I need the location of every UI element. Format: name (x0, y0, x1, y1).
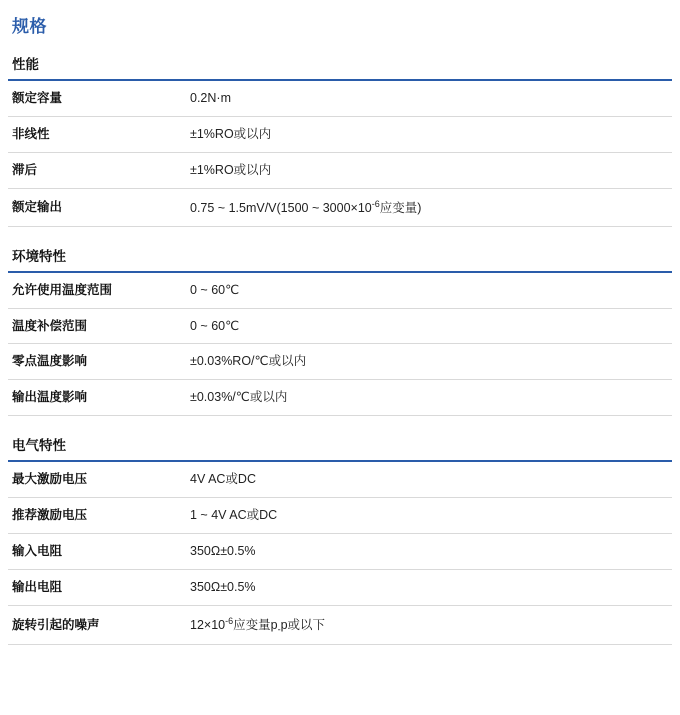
row-value-pre: 12×10 (190, 617, 226, 632)
section-title-environment: 环境特性 (12, 248, 66, 264)
table-row (8, 498, 672, 534)
table-row (8, 272, 672, 308)
table-row (8, 308, 672, 344)
section-electrical (8, 434, 672, 645)
page-title: 规格 (12, 17, 47, 36)
row-label: 非线性 (12, 126, 50, 141)
spec-table-environment (8, 271, 672, 417)
row-label: 温度补偿范围 (12, 318, 88, 333)
table-row (8, 569, 672, 605)
row-label: 滞后 (12, 162, 38, 177)
row-label: 旋转引起的噪声 (12, 617, 100, 632)
table-row (8, 188, 672, 226)
row-label: 输出温度影响 (12, 390, 88, 405)
row-label: 零点温度影响 (12, 354, 88, 369)
section-environment (8, 245, 672, 417)
row-value-exponent: -6 (225, 615, 234, 626)
row-value: ±1%RO或以内 (190, 126, 272, 141)
row-value-pre: 0.75 ~ 1.5mV/V(1500 ~ 3000×10 (190, 200, 372, 215)
table-row (8, 80, 672, 116)
row-value (186, 605, 672, 645)
row-value-post: 应变量) (379, 200, 422, 215)
row-value-exponent: -6 (371, 198, 380, 209)
table-row (8, 152, 672, 188)
specification-page (0, 12, 680, 715)
table-row (8, 461, 672, 497)
row-value: 350Ω±0.5% (190, 579, 256, 594)
row-label: 输出电阻 (12, 579, 63, 594)
row-label: 最大激励电压 (12, 472, 88, 487)
section-performance (8, 53, 672, 227)
row-label: 额定输出 (12, 199, 63, 214)
table-row (8, 380, 672, 416)
row-label: 推荐激励电压 (12, 508, 88, 523)
row-label: 输入电阻 (12, 543, 63, 558)
row-value: 1 ~ 4V AC或DC (190, 508, 278, 523)
row-value: ±0.03%/℃或以内 (190, 390, 288, 405)
page-edge-strip (0, 12, 4, 715)
row-value: ±1%RO或以内 (190, 162, 272, 177)
row-value-post: 应变量$p_-p$或以下 (233, 617, 326, 635)
spec-table-electrical (8, 460, 672, 645)
row-value: ±0.03%RO/℃或以内 (190, 354, 307, 369)
table-row (8, 116, 672, 152)
spec-table-performance (8, 79, 672, 227)
section-title-electrical: 电气特性 (12, 438, 66, 454)
row-value-subscript: - (277, 624, 281, 635)
row-value: 0 ~ 60℃ (190, 318, 240, 333)
row-label: 允许使用温度范围 (12, 282, 113, 297)
row-value: 0.2N·m (190, 91, 231, 105)
section-title-performance: 性能 (12, 57, 39, 72)
row-value (186, 188, 672, 226)
row-value: 350Ω±0.5% (190, 543, 256, 558)
row-value: 4V AC或DC (190, 472, 256, 487)
row-value: 0 ~ 60℃ (190, 282, 240, 297)
table-row (8, 605, 672, 645)
row-label: 额定容量 (12, 91, 63, 105)
table-row (8, 533, 672, 569)
table-row (8, 344, 672, 380)
